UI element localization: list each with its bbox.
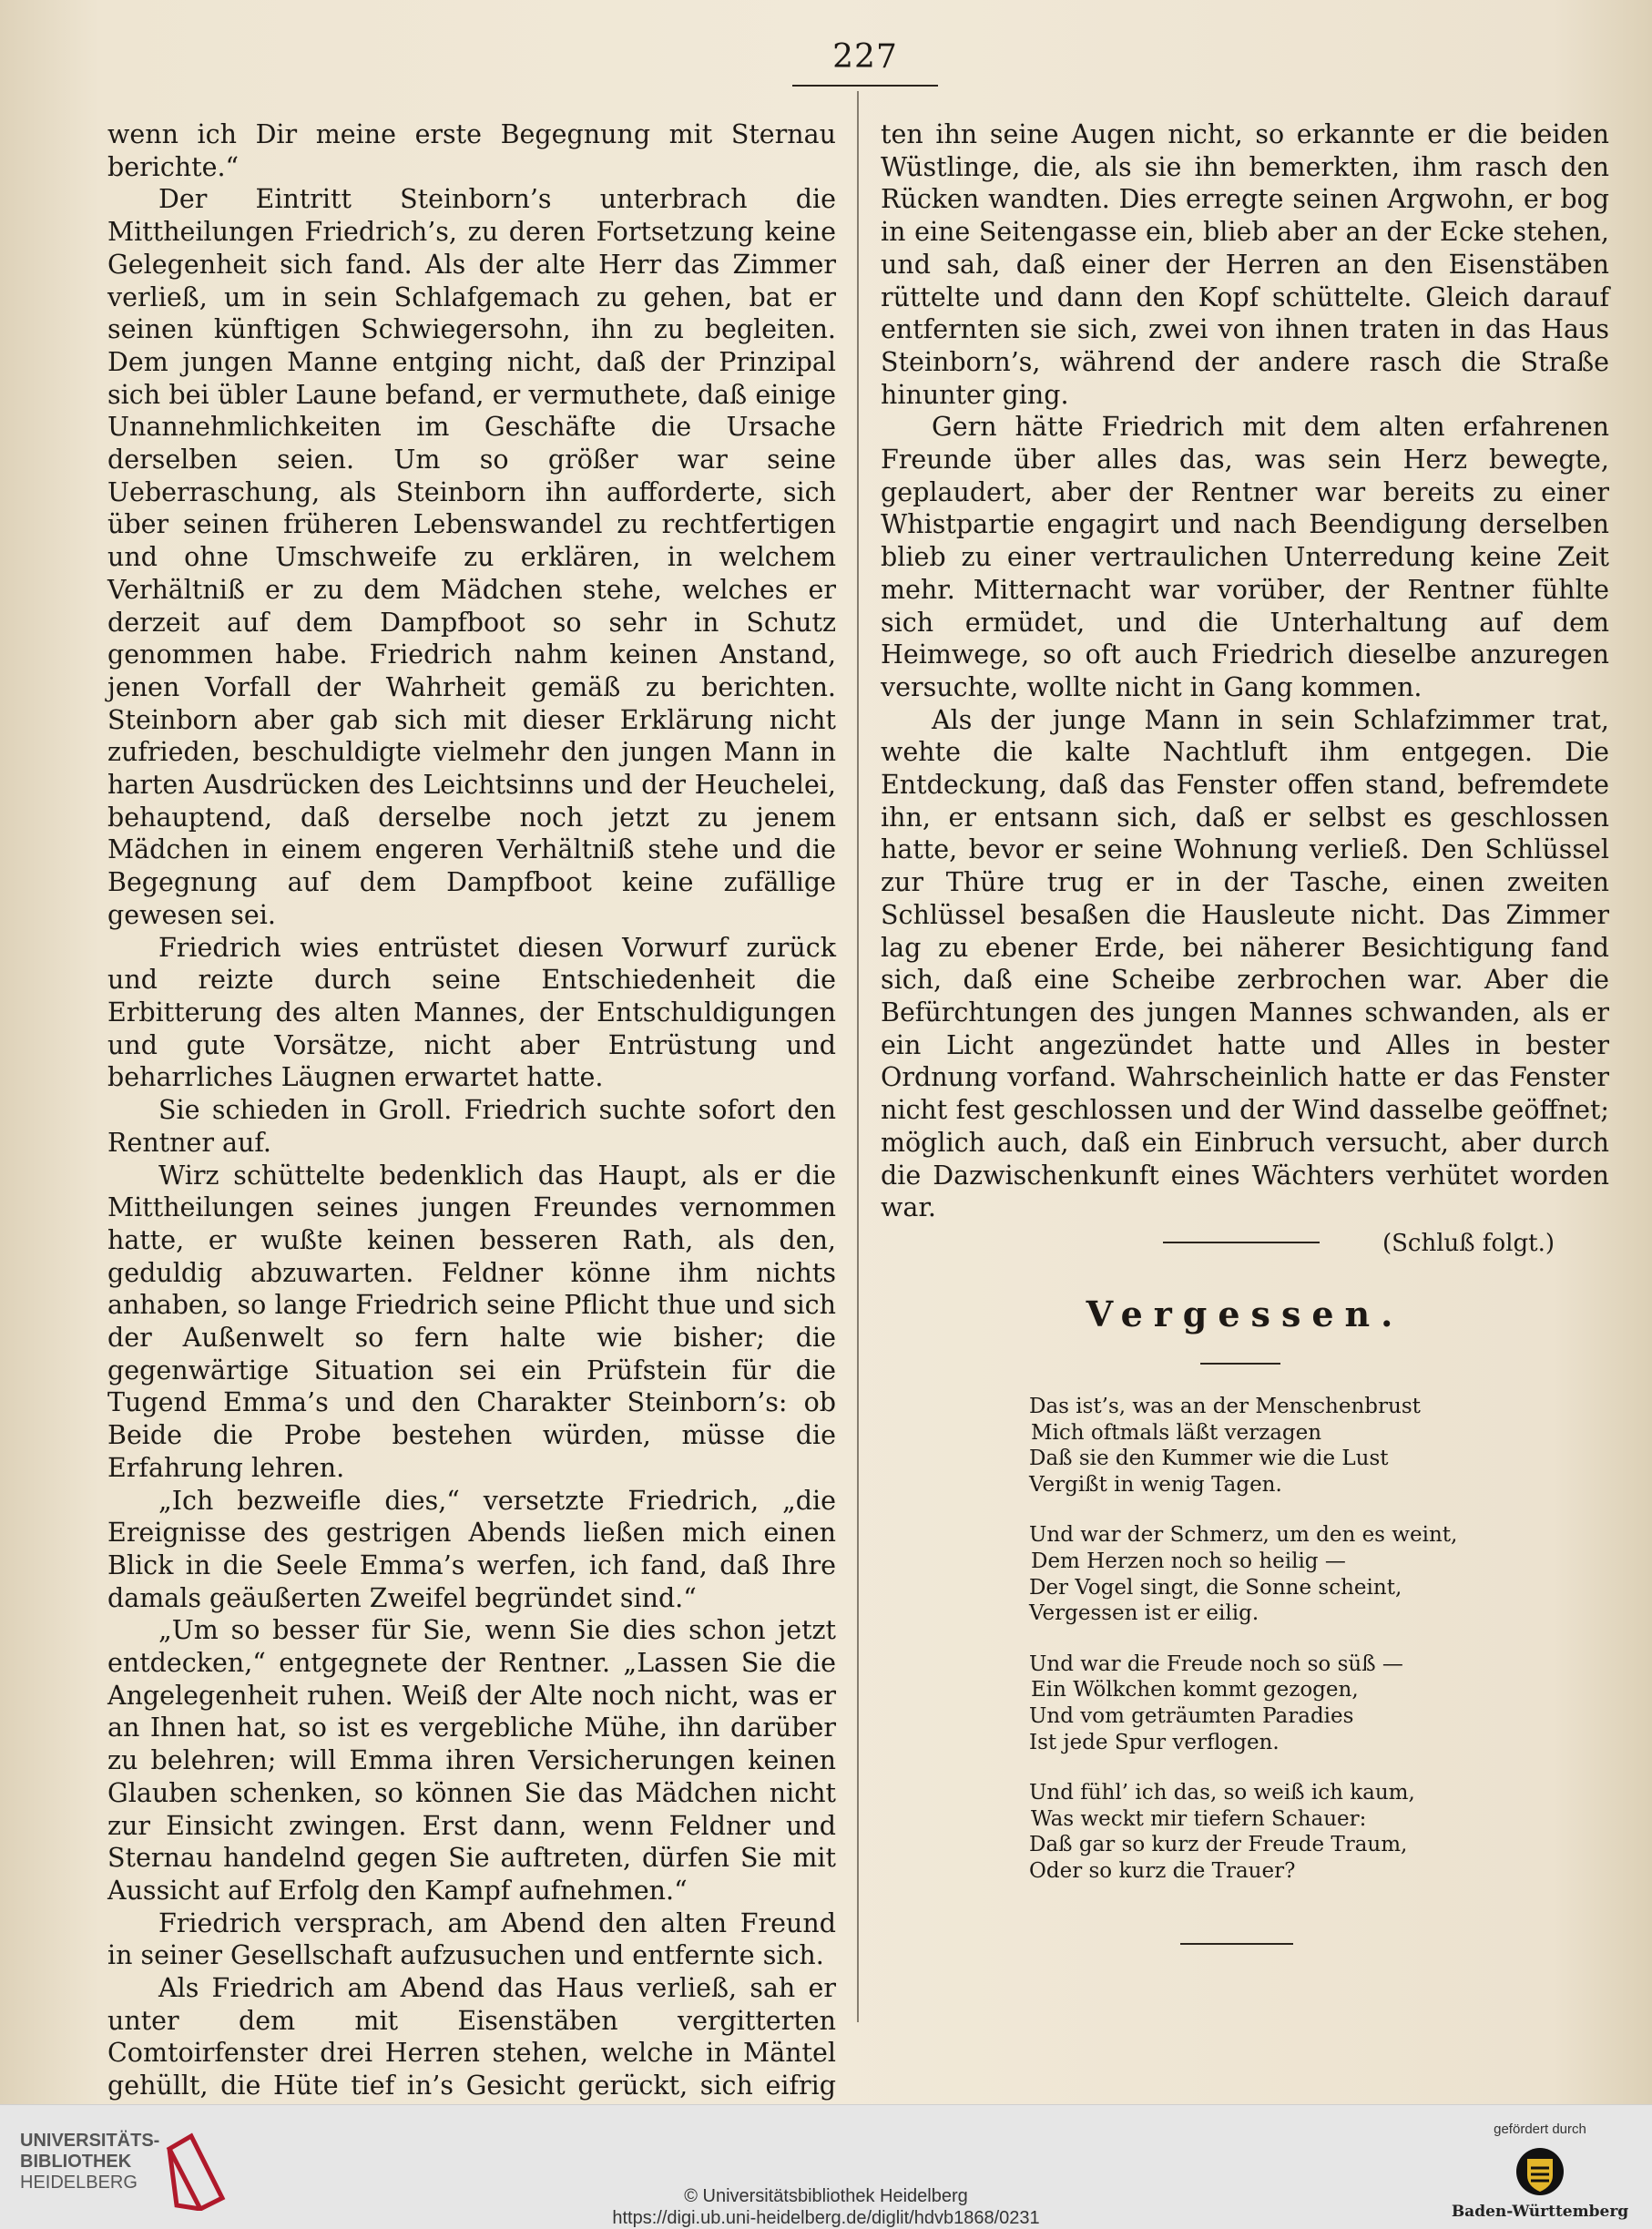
poem-stanza xyxy=(1029,1394,1576,1498)
poem-stanza xyxy=(1029,1780,1576,1884)
paragraph: Wirz schüttelte bedenklich das Haupt, als er die Mittheilungen seines jungen Freundes vernommen hatte, er wußte keinen besseren Rath, als den, geduldig abzuwarten. Feldner könne ihm nichts anhaben, so lange Friedrich seine Pflicht thue und sich der Außenwelt so fern halte wie bisher; die gegenwärtige Situation sei ein Prüfstein für die Tugend Emma’s und den Charakter Steinborn’s: ob Beide die Probe bestehen würden, müsse die Erfahrung lehren. xyxy=(107,1160,836,1483)
right-column-text xyxy=(881,118,1609,1261)
poem-line: Vergißt in wenig Tagen. xyxy=(1029,1472,1282,1497)
poem-line: Daß sie den Kummer wie die Lust xyxy=(1029,1447,1389,1471)
library-name-line: HEIDELBERG xyxy=(20,2173,138,2193)
poem-line: Oder so kurz die Trauer? xyxy=(1029,1858,1296,1883)
poem-separator-rule xyxy=(1163,1242,1320,1243)
poem-title-underline xyxy=(1200,1363,1280,1365)
state-seal-icon xyxy=(1514,2146,1565,2197)
poem-line: Und fühl’ ich das, so weiß ich kaum, xyxy=(1029,1781,1415,1805)
poem-line: Ein Wölkchen kommt gezogen, xyxy=(1031,1678,1359,1702)
poem-stanza xyxy=(1029,1522,1576,1626)
paragraph: Der Eintritt Steinborn’s unterbrach die Mittheilungen Friedrich’s, zu deren Fortsetzung keine Gelegenheit sich fand. Als der alte Herr das Zimmer verließ, um in sein Schlafgemach zu gehen, bat er seinen künftigen Schwiegersohn, ihn zu begleiten. Dem jungen Manne entging nicht, daß der Prinzipal sich bei übler Laune befand, er vermuthete, daß einige Unannehmlichkeiten im Geschäfte die Ursache derselben seien. Um so größer war seine Ueberraschung, als Steinborn ihn aufforderte, sich über seinen früheren Lebenswandel zu rechtfertigen und ohne Umschweife zu erklären, in welchem Verhältniß er zu dem Mädchen stehe, welches er derzeit auf dem Dampfboot so sehr in Schutz genommen habe. Friedrich nahm keinen Anstand, jenen Vorfall der Wahrheit gemäß zu berichten. Steinborn aber gab sich mit dieser Erklärung nicht zufrieden, beschuldigte vielmehr den jungen Mann in harten Ausdrücken des Leichtsinns und der Heuchelei, behauptend, daß derselbe noch jetzt zu jenem Mädchen in einem engeren Verhältniß stehe und die Begegnung auf dem Dampfboot keine zufällige gewesen sei. xyxy=(107,184,836,930)
poem-body xyxy=(1029,1394,1576,1909)
poem-line: Daß gar so kurz der Freude Traum, xyxy=(1029,1833,1408,1857)
sponsor-region: Baden-Württemberg xyxy=(1451,2203,1629,2221)
page-number: 227 xyxy=(832,38,898,76)
continued-note: (Schluß folgt.) xyxy=(1382,1229,1555,1257)
poem-line: Mich oftmals läßt verzagen xyxy=(1031,1420,1322,1445)
sponsor-label: gefördert durch xyxy=(1494,2122,1586,2137)
sponsor-block xyxy=(1444,2122,1636,2221)
library-name-line: BIBLIOTHEK xyxy=(20,2152,132,2172)
poem-end-rule xyxy=(1180,1943,1293,1945)
footer-bar xyxy=(0,2104,1652,2229)
copyright-text: © Universitätsbibliothek Heidelberg xyxy=(684,2186,968,2206)
poem-line: Dem Herzen noch so heilig — xyxy=(1031,1549,1346,1573)
paragraph: Als der junge Mann in sein Schlafzimmer trat, wehte die kalte Nachtluft ihm entgegen. Die Entdeckung, daß das Fenster offen stand, befremdete ihn, er entsann sich, daß er selbst es geschlossen hatte, bevor er seine Wohnung verließ. Den Schlüssel zur Thüre trug er in der Tasche, einen zweiten Schlüssel besaßen die Hausleute nicht. Das Zimmer lag zu ebener Erde, bei näherer Besichtigung fand sich, daß eine Scheibe zerbrochen war. Aber die Befürchtungen des jungen Mannes schwanden, als er ein Licht angezündet hatte und Alles in bester Ordnung vorfand. Wahrscheinlich hatte er das Fenster nicht fest geschlossen und der Wind dasselbe geöffnet; möglich auch, daß ein Einbruch versucht, aber durch die Dazwischenkunft eines Wächters verhütet worden war. xyxy=(881,704,1609,1223)
poem-line: Und war die Freude noch so süß — xyxy=(1029,1651,1403,1676)
left-column-text xyxy=(107,118,836,2167)
paragraph: Als Friedrich am Abend das Haus verließ, sah er unter dem mit Eisenstäben vergitterten Comtoirfenster drei Herren stehen, welche in Mäntel gehüllt, die Hüte tief in’s Gesicht gerückt, sich eifrig xyxy=(107,1973,836,2101)
column-divider xyxy=(857,91,859,2022)
poem-line: Ist jede Spur verflogen. xyxy=(1029,1730,1280,1754)
permalink-url[interactable]: https://digi.ub.uni-heidelberg.de/diglit/hdvb1868/0231 xyxy=(612,2208,1040,2228)
copyright-block xyxy=(0,2185,1652,2229)
poem-line: Und war der Schmerz, um den es weint, xyxy=(1029,1523,1458,1548)
paragraph: Friedrich wies entrüstet diesen Vorwurf zurück und reizte durch seine Entschiedenheit die Erbitterung des alten Mannes, der Entschuldigungen und gute Vorsätze, nicht aber Entrüstung und beharrliches Läugnen erwartet hatte. xyxy=(107,932,836,1093)
poem-stanza xyxy=(1029,1651,1576,1755)
paragraph: Sie schieden in Groll. Friedrich suchte sofort den Rentner auf. xyxy=(107,1095,836,1158)
paragraph: Friedrich versprach, am Abend den alten Freund in seiner Gesellschaft aufzusuchen und entfernte sich. xyxy=(107,1907,836,1971)
poem-line: Das ist’s, was an der Menschenbrust xyxy=(1029,1395,1421,1418)
poem-line: Was weckt mir tiefern Schauer: xyxy=(1031,1806,1367,1831)
paragraph: ten ihn seine Augen nicht, so erkannte er die beiden Wüstlinge, die, als sie ihn bemerkten, ihm rasch den Rücken wandten. Dies erregte seinen Argwohn, er bog in eine Seitengasse ein, blieb aber an der Ecke stehen, und sah, daß einer der Herren an den Eisenstäben rüttelte und dann den Kopf schüttelte. Gleich darauf entfernten sie sich, zwei von ihnen traten in das Haus Steinborn’s, während der andere rasch die Straße hinunter ging. xyxy=(881,119,1609,410)
paragraph: wenn ich Dir meine erste Begegnung mit Sternau berichte.“ xyxy=(107,119,836,182)
paragraph: „Ich bezweifle dies,“ versetzte Friedrich, „die Ereignisse des gestrigen Abends ließen mich einen Blick in die Seele Emma’s werfen, ich fand, daß Ihre damals geäußerten Zweifel begründet sind.“ xyxy=(107,1485,836,1613)
paragraph: „Um so besser für Sie, wenn Sie dies schon jetzt entdecken,“ entgegnete der Rentner. „Lassen Sie die Angelegenheit ruhen. Weiß der Alte noch nicht, was er an Ihnen hat, so ist es vergebliche Mühe, ihn darüber zu belehren; will Emma ihren Versicherungen keinen Glauben schenken, so können Sie das Mädchen nicht zur Einsicht zwingen. Erst dann, wenn Feldner und Sternau handelnd gegen Sie auftreten, dürfen Sie mit Aussicht auf Erfolg den Kampf aufnehmen.“ xyxy=(107,1615,836,1906)
poem-line: Der Vogel singt, die Sonne scheint, xyxy=(1029,1575,1402,1600)
library-name-line: UNIVERSITÄTS- xyxy=(20,2131,160,2151)
poem-line: Vergessen ist er eilig. xyxy=(1029,1601,1259,1626)
paragraph: Gern hätte Friedrich mit dem alten erfahrenen Freunde über alles das, was sein Herz bewegte, geplaudert, aber der Rentner war bereits zu einer Whistpartie engagirt und nach Beendigung derselben blieb zu einer vertraulichen Unterredung keine Zeit mehr. Mitternacht war vorüber, der Rentner fühlte sich ermüdet, und die Unterhaltung auf dem Heimwege, so oft auch Friedrich dieselbe anzuregen versuchte, wollte nicht in Gang kommen. xyxy=(881,412,1609,702)
library-name xyxy=(20,2131,160,2193)
poem-line: Und vom geträumten Paradies xyxy=(1029,1703,1354,1728)
header-rule xyxy=(792,85,938,87)
poem-title: Vergessen. xyxy=(1086,1293,1404,1334)
